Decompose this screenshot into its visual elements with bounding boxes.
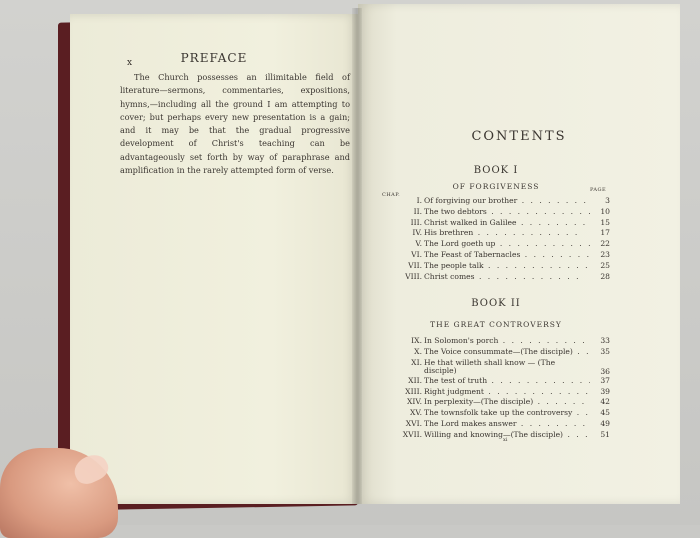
toc-row: X. The Voice consummate—(The disciple) . . 35 <box>372 347 610 358</box>
toc-row: V. The Lord goeth up . . 22 <box>372 239 610 250</box>
right-page-number: xi <box>503 437 508 443</box>
book1-heading: BOOK I <box>473 165 519 176</box>
chap-label: CHAP. <box>382 192 401 198</box>
toc-row: IV. His brethren . . 17 <box>372 228 610 239</box>
toc-row: XII. The test of truth . . 37 <box>372 376 610 387</box>
toc-row: I. Of forgiving our brother . . 3 <box>372 196 610 207</box>
book2-subtitle: THE GREAT CONTROVERSY <box>430 320 562 329</box>
book2-toc <box>372 336 610 441</box>
book-gutter <box>352 8 362 504</box>
toc-row: XV. The townsfolk take up the controversy . . 45 <box>372 408 610 419</box>
toc-row: III. Christ walked in Galilee . . 15 <box>372 218 610 229</box>
toc-row: XVI. The Lord makes answer . . 49 <box>372 419 610 430</box>
toc-row: IX. In Solomon's porch . . 33 <box>372 336 610 347</box>
book2-heading: BOOK II <box>471 298 521 309</box>
toc-row: XIV. In perplexity—(The disciple) . . 42 <box>372 397 610 408</box>
toc-row: XI. He that willeth shall know — (The disciple) 36 <box>411 357 610 376</box>
page-label: PAGE <box>590 187 607 193</box>
toc-row: XVII. Willing and knowing—(The disciple) . . 51 <box>372 430 610 441</box>
toc-row: VII. The people talk . . 25 <box>372 261 610 272</box>
contents-title: CONTENTS <box>471 129 567 144</box>
book1-toc <box>372 196 610 282</box>
toc-row: VIII. Christ comes . . 28 <box>372 272 610 283</box>
left-page-number: x <box>127 58 133 68</box>
preface-text <box>120 71 350 177</box>
toc-row: XIII. Right judgment . . 39 <box>372 387 610 398</box>
toc-row: II. The two debtors . . 10 <box>372 207 610 218</box>
toc-row: VI. The Feast of Tabernacles . . 23 <box>372 250 610 261</box>
preface-paragraph: The Church possesses an illimitable field of literature—sermons, commentaries, expositions, hymns,—including all the ground I am attempting to cover; but perhaps every new presentation is a gain; and it may be that the gradual progressive development of Christ's teaching can be advantageously set forth by way of paraphrase and amplification in the rarely attempted form of verse. <box>120 72 350 176</box>
book1-subtitle: OF FORGIVENESS <box>452 182 540 191</box>
preface-title: PREFACE <box>180 51 248 65</box>
